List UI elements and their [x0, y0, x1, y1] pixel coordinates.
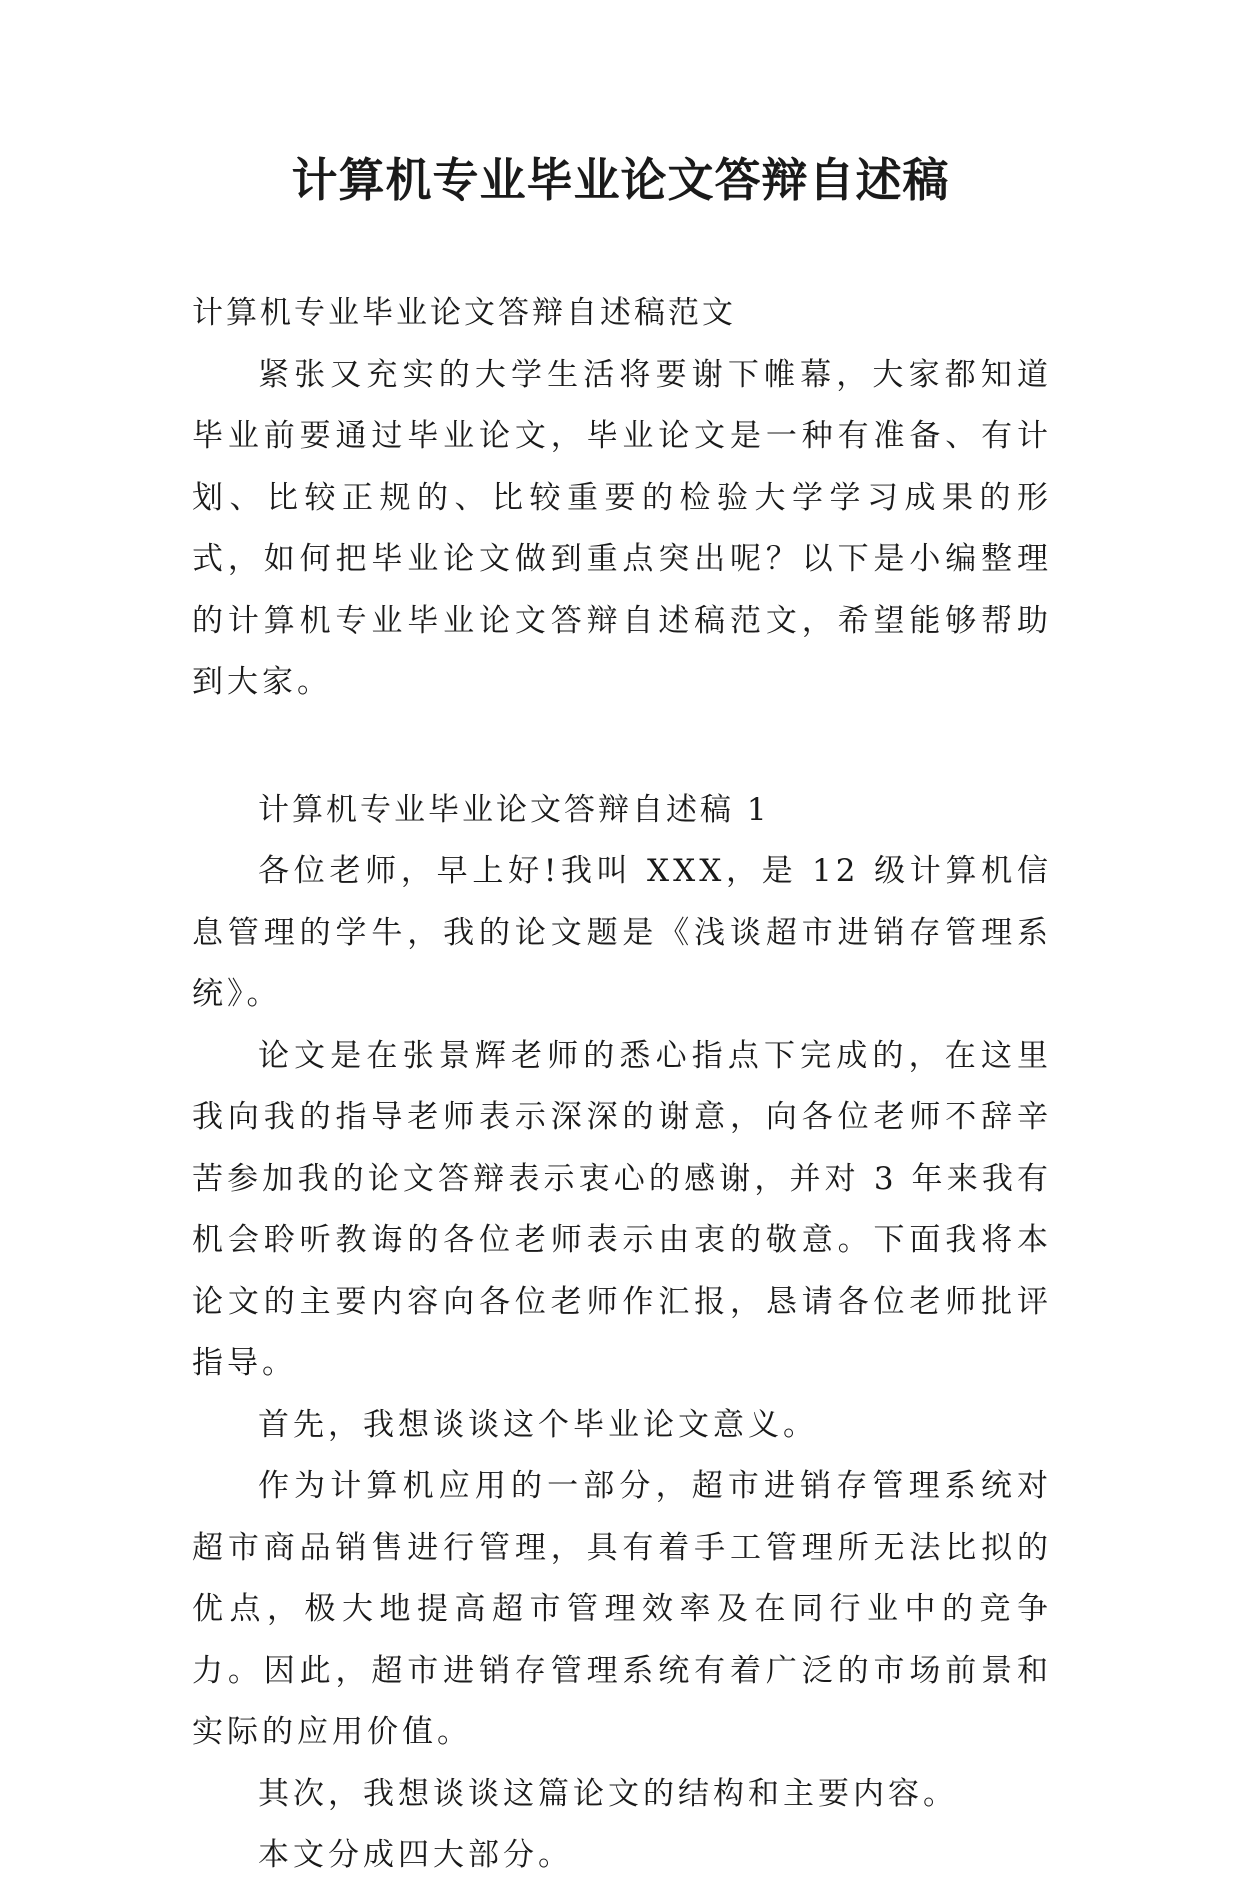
document-title: 计算机专业毕业论文答辩自述稿	[291, 153, 950, 207]
body-paragraph: 作为计算机应用的一部分，超市进销存管理系统对超市商品销售进行管理，具有着手工管理所无法比拟的优点，极大地提高超市管理效率及在同行业中的竞争力。因此，超市进销存管理系统有着广泛的市场前景和实际的应用价值。	[192, 1468, 1052, 1750]
body-paragraph: 本文分成四大部分。	[258, 1837, 573, 1873]
section-heading: 计算机专业毕业论文答辩自述稿 1	[258, 791, 770, 828]
document-body	[192, 283, 1052, 1887]
section-spacer	[192, 714, 1052, 780]
intro-paragraph: 紧张又充实的大学生活将要谢下帷幕，大家都知道毕业前要通过毕业论文，毕业论文是一种有准备、有计划、比较正规的、比较重要的检验大学学习成果的形式，如何把毕业论文做到重点突出呢？以下是小编整理的计算机专业毕业论文答辩自述稿范文，希望能够帮助到大家。	[192, 356, 1052, 700]
body-paragraph: 其次，我想谈谈这篇论文的结构和主要内容。	[258, 1775, 958, 1812]
body-paragraph: 各位老师，早上好!我叫 XXX，是 12 级计算机信息管理的学牛，我的论文题是《浅谈超市进销存管理系统》。	[192, 853, 1052, 1012]
intro-heading: 计算机专业毕业论文答辩自述稿范文	[192, 295, 736, 331]
body-paragraph: 论文是在张景辉老师的悉心指点下完成的，在这里我向我的指导老师表示深深的谢意，向各位老师不辞辛苦参加我的论文答辩表示衷心的感谢，并对 3 年来我有机会聆听教诲的各位老师表示由衷的敬意。下面我将本论文的主要内容向各位老师作汇报，恳请各位老师批评指导。	[192, 1037, 1052, 1381]
body-paragraph: 首先，我想谈谈这个毕业论文意义。	[258, 1406, 818, 1443]
